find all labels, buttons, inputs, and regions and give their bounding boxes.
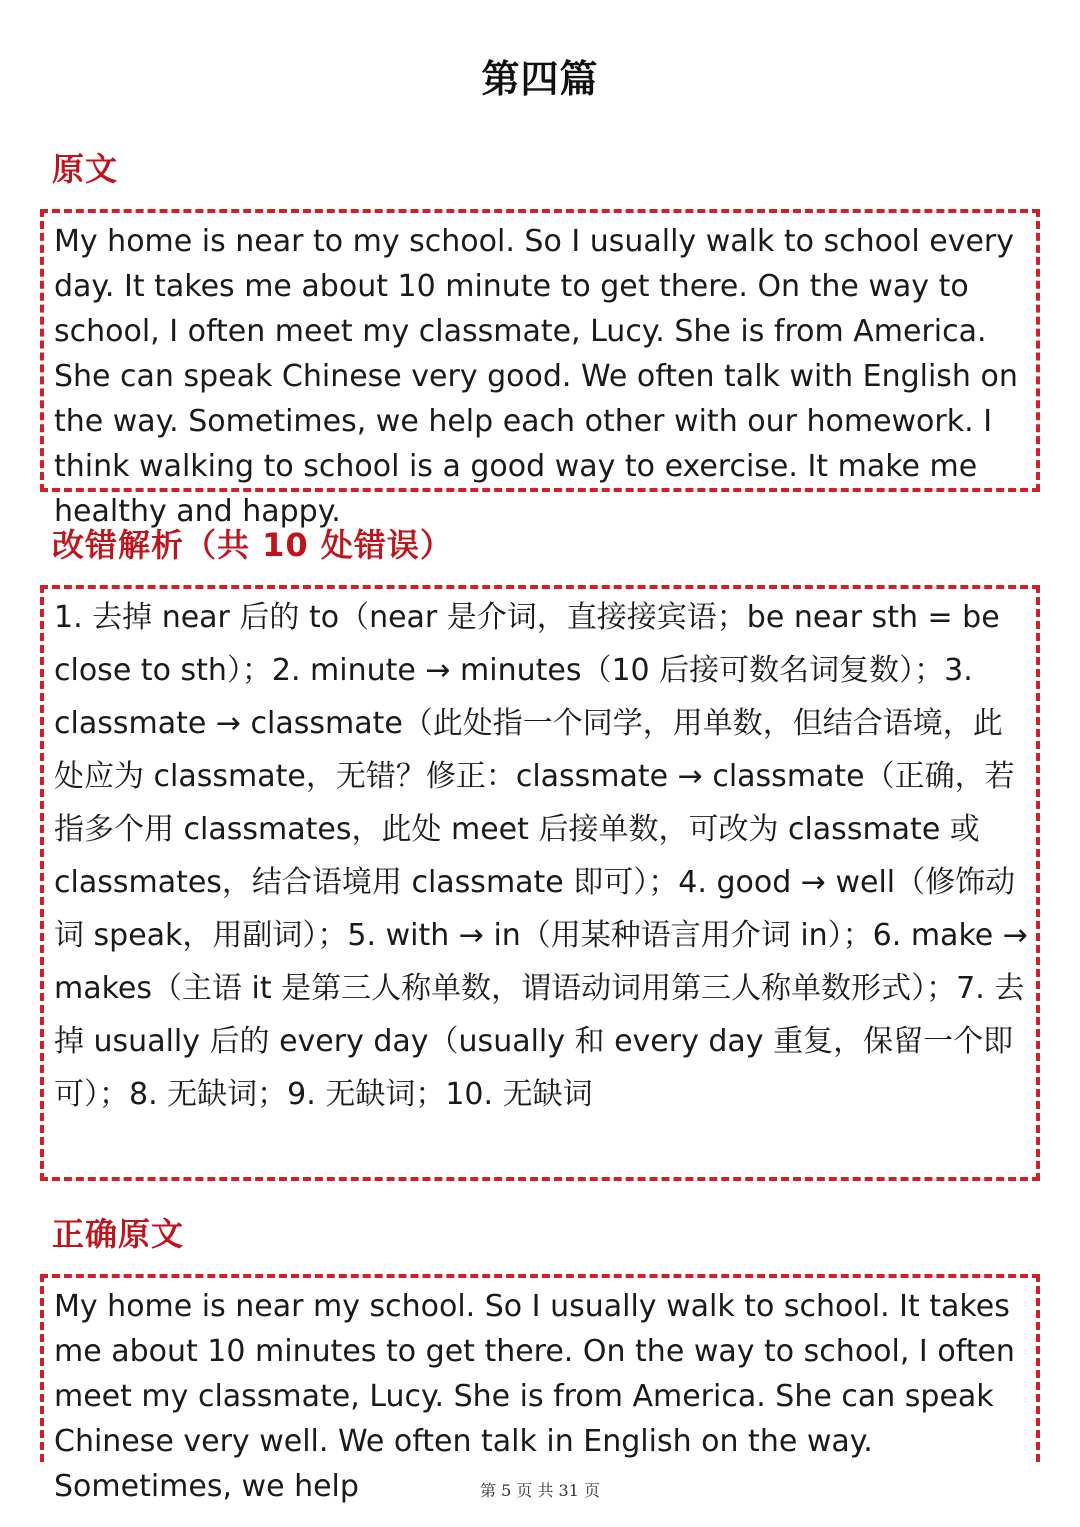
original-text-heading: 原文 [52, 150, 119, 188]
corrected-text-heading: 正确原文 [52, 1215, 185, 1253]
original-text-box [40, 209, 1040, 529]
original-text-paragraph: My home is near to my school. So I usually walk to school every day. It takes me about 10 minute to get there. On the way to school, I often meet my classmate, Lucy. She is from America. She can speak Chinese very good. We often talk with English on the way. Sometimes, we help each other with our homework. I think walking to school is a good way to exercise. It make me healthy and happy. [54, 224, 1018, 529]
corrected-text-paragraph: My home is near my school. So I usually walk to school. It takes me about 10 minutes to get there. On the way to school, I often meet my classmate, Lucy. She is from America. She can speak Chinese very well. We often talk in English on the way. Sometimes, we help [54, 1289, 1015, 1504]
error-analysis-paragraph: 1. 去掉 near 后的 to（near 是介词，直接接宾语；be near sth = be close to sth）；2. minute → minutes（10 后接可数名词复数）；3. classmate → classmate（此处指一个同学，用单数，但结合语境，此处应为 classmate，无错？修正：classmate → classmate（正确，若指多个用 classmates，此处 meet 后接单数，可改为 classmate 或 classmates，结合语境用 classmate 即可）；4. good → well（修饰动词 speak，用副词）；5. with → in（用某种语言用介词 in）；6. make → makes（主语 it 是第三人称单数，谓语动词用第三人称单数形式）；7. 去掉 usually 后的 every day（usually 和 every day 重复，保留一个即可）；8. 无缺词；9. 无缺词；10. 无缺词 [54, 600, 1028, 1112]
error-analysis-heading: 改错解析（共 10 处错误） [52, 526, 453, 564]
page-title: 第四篇 [481, 57, 599, 101]
error-analysis-box [40, 585, 1040, 1181]
page-footer: 第 5 页 共 31 页 [480, 1481, 600, 1500]
